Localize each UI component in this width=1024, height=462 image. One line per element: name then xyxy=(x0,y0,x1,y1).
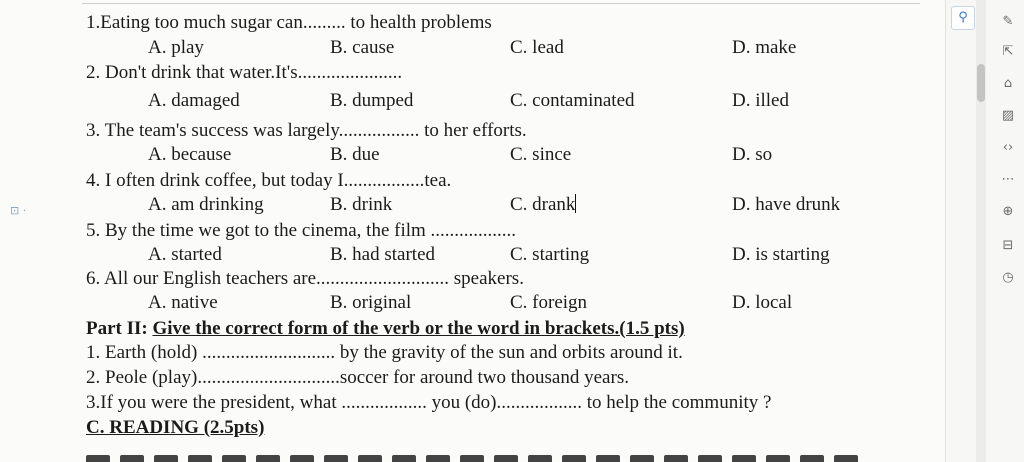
ruler-icon[interactable]: ⋯ xyxy=(1001,172,1015,187)
option-b: B. had started xyxy=(330,244,436,265)
option-c: C. foreign xyxy=(510,292,588,313)
options-4 xyxy=(86,194,936,220)
options-1 xyxy=(86,37,936,62)
part-2-title xyxy=(86,318,936,342)
question-6 xyxy=(86,268,936,292)
question-stem: 3. The team's success was largely................. to her efforts. xyxy=(86,120,527,141)
exercise-item: 2. Peole (play)..............................soccer for around two thousand years. xyxy=(86,367,629,388)
question-2 xyxy=(86,62,936,90)
scrollbar-thumb[interactable] xyxy=(977,64,985,102)
pointer-icon[interactable]: ⇱ xyxy=(1002,44,1014,59)
code-icon[interactable]: ‹› xyxy=(1002,140,1014,155)
part-heading: Give the correct form of the verb or the word in brackets.(1.5 pts) xyxy=(152,318,685,339)
option-d: D. have drunk xyxy=(732,194,841,215)
option-c-text: C. drank xyxy=(510,194,576,215)
question-stem: 1.Eating too much sugar can......... to health problems xyxy=(86,12,492,33)
option-b: B. original xyxy=(330,292,412,313)
text-cursor xyxy=(575,194,576,213)
option-d: D. so xyxy=(732,144,773,165)
exercise-item: 1. Earth (hold) ............................ by the gravity of the sun and orbits around it. xyxy=(86,342,683,363)
option-c: C. starting xyxy=(510,244,590,265)
question-5 xyxy=(86,220,936,244)
option-a: A. am drinking xyxy=(148,194,264,215)
layout-icon[interactable]: ⊟ xyxy=(1002,238,1014,253)
option-d: D. is starting xyxy=(732,244,830,265)
question-stem: 6. All our English teachers are............................ speakers. xyxy=(86,268,524,289)
margin-marker-icon[interactable]: ⊡ · xyxy=(10,204,27,217)
question-stem: 5. By the time we got to the cinema, the film .................. xyxy=(86,220,517,241)
question-3 xyxy=(86,120,936,144)
top-rule xyxy=(82,3,920,4)
question-1 xyxy=(86,12,936,37)
option-b: B. dumped xyxy=(330,90,414,111)
reading-title xyxy=(86,417,936,442)
option-c: C. lead xyxy=(510,37,564,58)
option-c: C. since xyxy=(510,144,572,165)
pen-icon[interactable]: ✎ xyxy=(1002,14,1014,29)
part-2-item-3 xyxy=(86,392,936,417)
option-d: D. local xyxy=(732,292,793,313)
option-b: B. cause xyxy=(330,37,395,58)
options-5 xyxy=(86,244,936,268)
clock-icon[interactable]: ◷ xyxy=(1002,270,1014,285)
question-stem: 2. Don't drink that water.It's...................... xyxy=(86,62,403,83)
part-2-item-1 xyxy=(86,342,936,367)
eraser-icon[interactable]: ⌂ xyxy=(1003,76,1013,91)
option-c[interactable] xyxy=(510,194,576,216)
question-4 xyxy=(86,170,936,194)
option-d: D. illed xyxy=(732,90,789,111)
zoom-icon[interactable]: ⊕ xyxy=(1002,204,1014,219)
options-3 xyxy=(86,144,936,170)
part-label: Part II: xyxy=(86,318,148,339)
location-icon[interactable]: ⚲ xyxy=(951,6,975,30)
cropped-next-line xyxy=(86,452,906,462)
option-c: C. contaminated xyxy=(510,90,635,111)
image-icon[interactable]: ▨ xyxy=(1001,108,1015,123)
question-stem: 4. I often drink coffee, but today I.................tea. xyxy=(86,170,452,191)
option-a: A. play xyxy=(148,37,204,58)
section-heading: C. READING (2.5pts) xyxy=(86,417,265,438)
part-2-item-2 xyxy=(86,367,936,392)
worksheet xyxy=(86,12,936,442)
option-a: A. started xyxy=(148,244,222,265)
exercise-item: 3.If you were the president, what .................. you (do).................. to help the community ? xyxy=(86,392,772,413)
options-6 xyxy=(86,292,936,318)
options-2 xyxy=(86,90,936,120)
option-b: B. drink xyxy=(330,194,393,215)
option-b: B. due xyxy=(330,144,380,165)
option-a: A. native xyxy=(148,292,218,313)
option-a: A. because xyxy=(148,144,232,165)
option-d: D. make xyxy=(732,37,797,58)
option-a: A. damaged xyxy=(148,90,240,111)
